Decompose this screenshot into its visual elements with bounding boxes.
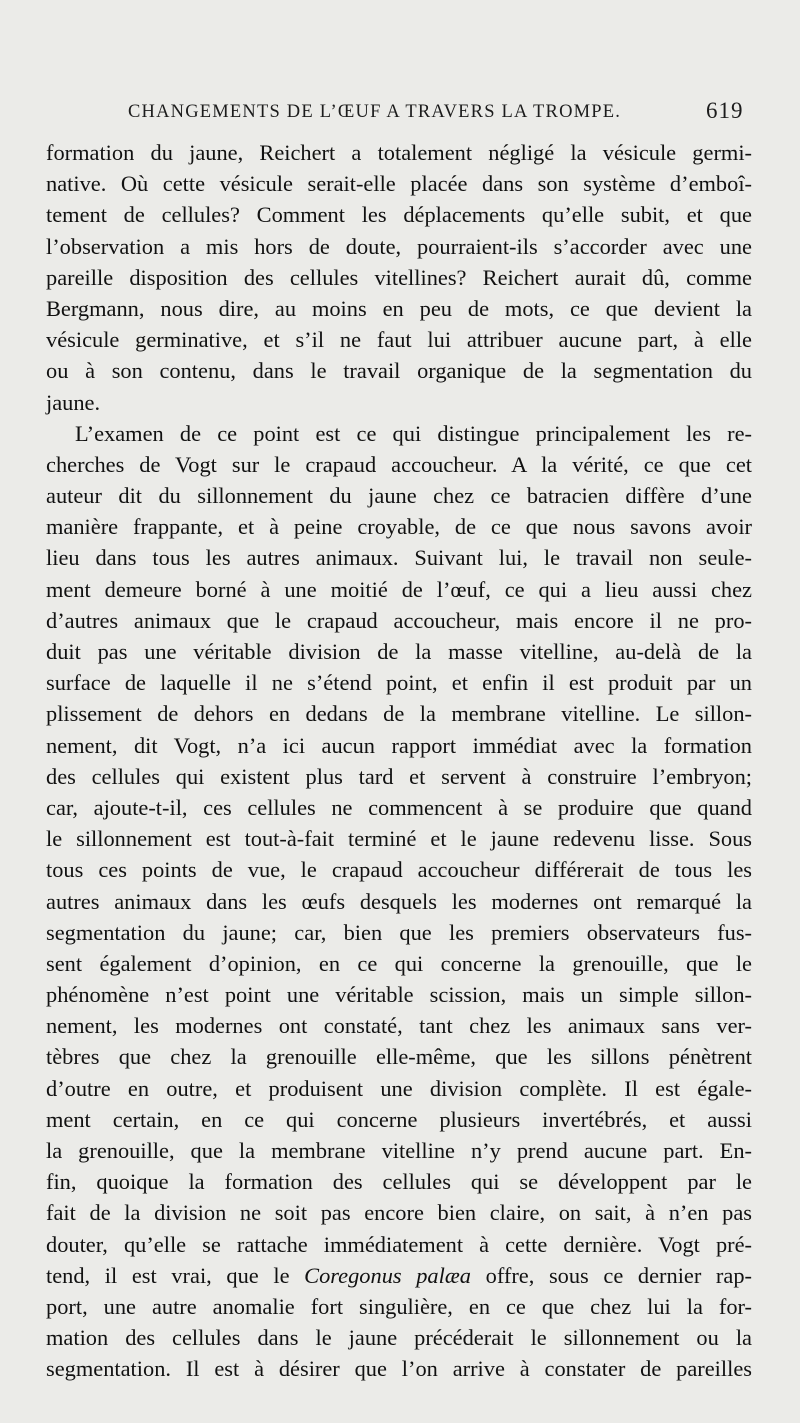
text-line: surface de laquelle il ne s’étend point, et enfin il est produit par un [46, 670, 752, 696]
species-name-italic: Coregonus palæa [304, 1262, 471, 1288]
text-line: nement, dit Vogt, n’a ici aucun rapport immédiat avec la formation [46, 732, 752, 758]
text-line: l’observation a mis hors de doute, pourraient-ils s’accorder avec une [46, 233, 752, 259]
text-line: manière frappante, et à peine croyable, de ce que nous savons avoir [46, 514, 752, 540]
text-line: segmentation. Il est à désirer que l’on arrive à constater de pareilles [46, 1356, 752, 1382]
text-line: douter, qu’elle se rattache immédiatement à cette dernière. Vogt pré- [46, 1231, 752, 1257]
text-line: mation des cellules dans le jaune précéderait le sillonnement ou la [46, 1325, 752, 1351]
text-line-with-italic [46, 1260, 752, 1291]
text-line: tous ces points de vue, le crapaud accoucheur différerait de tous les [46, 857, 752, 883]
line-segment: tend, il est vrai, que le [46, 1262, 305, 1288]
running-title: CHANGEMENTS DE L’ŒUF A TRAVERS LA TROMPE. [128, 102, 622, 122]
page-number: 619 [706, 98, 744, 123]
text-line: fin, quoique la formation des cellules qui se développent par le [46, 1169, 752, 1195]
text-line: des cellules qui existent plus tard et servent à construire l’embryon; [46, 763, 752, 789]
text-line: car, ajoute-t-il, ces cellules ne commencent à se produire que quand [46, 794, 752, 820]
text-line: tement de cellules? Comment les déplacements qu’elle subit, et que [46, 202, 752, 228]
text-line: tèbres que chez la grenouille elle-même, que les sillons pénètrent [46, 1044, 752, 1070]
line-segment: offre, sous ce dernier rap- [470, 1262, 752, 1288]
text-line: fait de la division ne soit pas encore bien claire, on sait, à n’en pas [46, 1200, 752, 1226]
body-text [46, 137, 752, 1385]
text-line: vésicule germinative, et s’il ne faut lui attribuer aucune part, à elle [46, 327, 752, 353]
text-line: port, une autre anomalie fort singulière, en ce que chez lui la for- [46, 1293, 752, 1319]
running-head [128, 98, 768, 128]
text-line: duit pas une véritable division de la masse vitelline, au-delà de la [46, 639, 752, 664]
text-line: d’autres animaux que le crapaud accoucheur, mais encore il ne pro- [46, 607, 752, 633]
text-line: ment certain, en ce qui concerne plusieurs invertébrés, et aussi [46, 1106, 752, 1132]
text-line: cherches de Vogt sur le crapaud accoucheur. A la vérité, ce que cet [46, 451, 752, 477]
text-line: d’outre en outre, et produisent une division complète. Il est égale- [46, 1075, 752, 1101]
text-line: native. Où cette vésicule serait-elle placée dans son système d’emboî- [46, 171, 752, 197]
text-line: autres animaux dans les œufs desquels les modernes ont remarqué la [46, 888, 752, 914]
text-line: pareille disposition des cellules vitellines? Reichert aurait dû, comme [46, 264, 752, 290]
text-line: L’examen de ce point est ce qui distingue principalement les re- [75, 420, 752, 446]
text-line: auteur dit du sillonnement du jaune chez ce batracien diffère d’une [46, 483, 752, 509]
text-line: segmentation du jaune; car, bien que les premiers observateurs fus- [46, 919, 752, 945]
text-line: phénomène n’est point une véritable scission, mais un simple sillon- [46, 982, 752, 1008]
text-line: lieu dans tous les autres animaux. Suivant lui, le travail non seule- [46, 545, 752, 571]
text-line: nement, les modernes ont constaté, tant chez les animaux sans ver- [46, 1013, 752, 1039]
text-line: formation du jaune, Reichert a totalement négligé la vésicule germi- [46, 140, 752, 165]
text-line: sent également d’opinion, en ce qui concerne la grenouille, que le [46, 950, 752, 976]
text-line: Bergmann, nous dire, au moins en peu de mots, ce que devient la [46, 295, 752, 321]
text-line: le sillonnement est tout-à-fait terminé et le jaune redevenu lisse. Sous [46, 826, 752, 852]
text-line: la grenouille, que la membrane vitelline n’y prend aucune part. En- [46, 1138, 752, 1163]
text-line: jaune. [46, 389, 101, 415]
text-line: ou à son contenu, dans le travail organique de la segmentation du [46, 358, 752, 384]
text-line: plissement de dehors en dedans de la membrane vitelline. Le sillon- [46, 701, 752, 727]
text-line: ment demeure borné à une moitié de l’œuf, ce qui a lieu aussi chez [46, 576, 752, 602]
